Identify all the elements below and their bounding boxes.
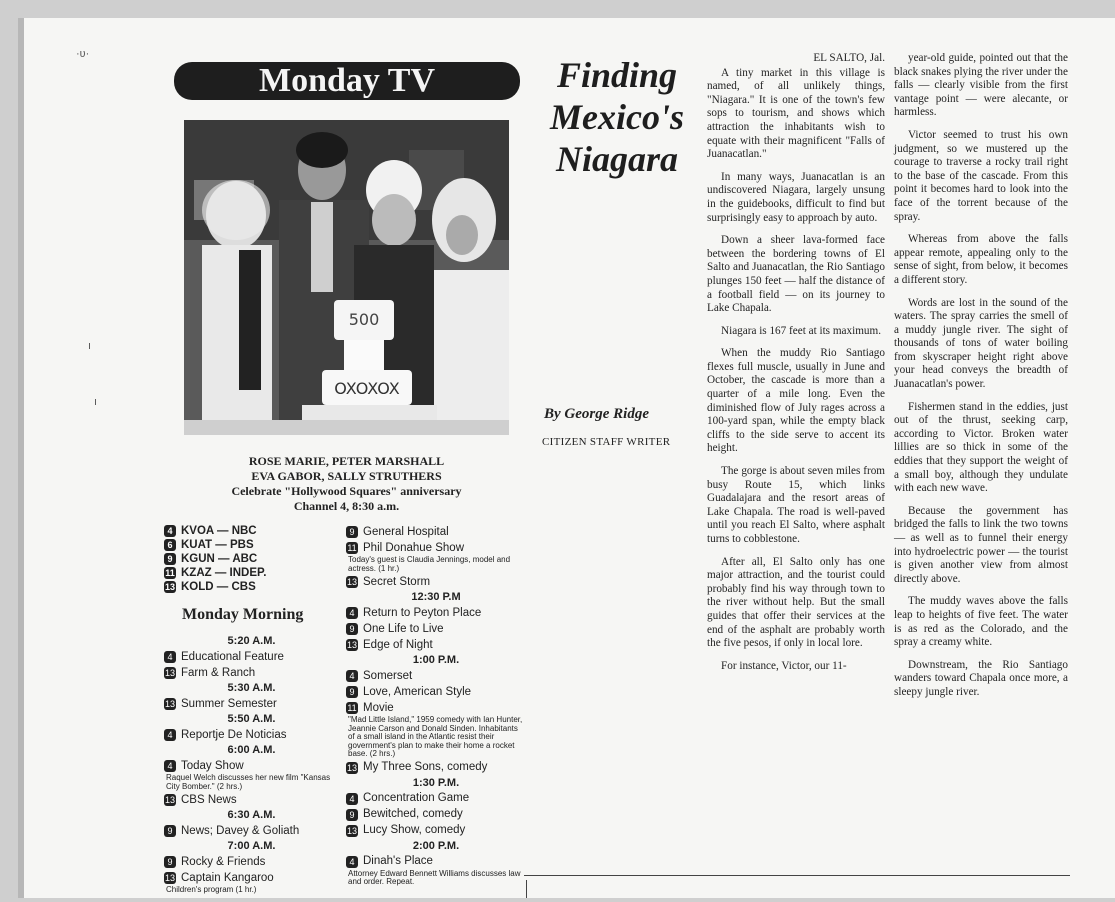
program-title: General Hospital	[363, 525, 449, 538]
program-item	[346, 668, 526, 684]
photo-caption	[174, 454, 519, 514]
time-slot: 5:50 A.M.	[227, 713, 276, 725]
program-item	[346, 807, 526, 823]
channel-badge: 13	[346, 640, 357, 650]
program-item	[346, 524, 526, 540]
channel-badge: 4	[346, 607, 358, 619]
program-title: News; Davey & Goliath	[181, 824, 300, 837]
dateline: EL SALTO, Jal.	[813, 52, 885, 64]
program-title: Today Show	[181, 759, 244, 772]
program-item	[346, 700, 526, 716]
program-item	[346, 637, 526, 653]
channel-badge: 13	[164, 873, 175, 883]
program-title: Movie	[363, 701, 394, 714]
article-paragraph: A tiny market in this village is named, of all unlikely things, "Niagara." It is one of the town's few sops to tourism, and shows which attraction the inhabitants wish to equate with their magnificent "Falls of Juanacatlan."	[707, 66, 885, 161]
channel-badge: 4	[164, 651, 176, 663]
article-paragraph: When the muddy Rio Santiago flexes full muscle, usually in June and October, the cascade is more than a quarter of a mile long. Even the diminished flow of July rages across a 100-yard span, while the empty black cliffs to the side serve to accent its height.	[707, 347, 885, 455]
program-title: Edge of Night	[363, 638, 433, 651]
celebrity-photo	[184, 120, 509, 435]
article-paragraph: For instance, Victor, our 11-	[721, 659, 847, 672]
program-item	[346, 791, 526, 807]
article-paragraph: Down a sheer lava-formed face between the bordering towns of El Salto and Juanacatlan, the Rio Santiago plunges 150 feet — half the distance of a football field — on its journey to Lake Chapala.	[707, 234, 885, 315]
channel-badge: 13	[164, 795, 175, 805]
time-slot: 12:30 P.M	[411, 591, 461, 603]
tv-listings-left	[164, 524, 339, 896]
channel-badge: 9	[346, 623, 358, 635]
program-item	[164, 665, 339, 681]
time-slot: 6:00 A.M.	[227, 744, 276, 756]
channel-badge: 13	[164, 582, 175, 592]
station-label: KOLD — CBS	[181, 581, 256, 593]
station-item	[164, 538, 339, 552]
caption-line: EVA GABOR, SALLY STRUTHERS	[251, 469, 442, 483]
program-title: Return to Peyton Place	[363, 606, 482, 619]
program-item	[346, 621, 526, 637]
channel-badge: 13	[346, 825, 357, 836]
channel-badge: 13	[346, 762, 357, 773]
time-slot: 5:30 A.M.	[227, 682, 276, 694]
program-note: "Mad Little Island," 1959 comedy with Ian Hunter, Jeannie Carson and Donald Sinden. Inhabitants of a small island in the Atlantic resist their government's plan to make their home a rocket base. (2 hrs.)	[348, 715, 523, 758]
margin-mark: ı	[88, 340, 92, 352]
time-slot: 2:00 P.M.	[412, 839, 460, 852]
program-item	[346, 854, 526, 870]
caption-line: Celebrate "Hollywood Squares" anniversary	[231, 484, 462, 498]
article-paragraph: The gorge is about seven miles from busy Route 15, which links Guadalajara and the resort areas of Lake Chapala. The road is well-paved until you reach El Salto, where asphalt turns to cobblestone.	[707, 465, 885, 545]
program-note: Children's program (1 hr.)	[166, 885, 257, 894]
program-title: Summer Semester	[181, 697, 277, 710]
newspaper-page	[18, 18, 1115, 898]
station-label: KUAT — PBS	[181, 539, 254, 551]
program-item	[164, 870, 339, 886]
program-title: Lucy Show, comedy	[363, 824, 466, 836]
station-item	[164, 524, 339, 538]
channel-badge: 6	[164, 539, 176, 551]
channel-badge: 4	[346, 793, 358, 805]
cake-number: 500	[348, 310, 380, 329]
channel-badge: 11	[347, 703, 357, 713]
article-paragraph: The muddy waves above the falls leap to heights of five feet. The water is as red as the Colorado, and the spray a creamy white.	[894, 595, 1068, 649]
station-item	[164, 580, 339, 594]
program-title: Concentration Game	[363, 792, 470, 804]
article-paragraph: Fishermen stand in the eddies, just out of the thrust, seeking carp, according to Victor. Broken water lillies are so thick in some of the eddies that they support the weight of a small boy, although they undulate with each new wave.	[894, 400, 1068, 495]
article-column-2	[894, 52, 1068, 709]
program-item	[164, 854, 339, 870]
channel-badge: 4	[164, 760, 176, 772]
program-item	[164, 649, 339, 665]
program-title: Love, American Style	[363, 685, 472, 698]
channel-badge: 11	[165, 568, 175, 578]
channel-badge: 9	[346, 526, 358, 538]
article-paragraph: Downstream, the Rio Santiago wanders toward Chapala once more, a sleepy jungle river.	[894, 658, 1068, 698]
station-list	[164, 524, 339, 594]
channel-badge: 11	[347, 543, 357, 553]
staff-writer-label: CITIZEN STAFF WRITER	[542, 436, 671, 448]
article-paragraph: Victor seemed to trust his own judgment, so we mustered up the courage to traverse a rocky trail right to the base of the cascade. From this point it becomes hard to look into the face of the torrent because of the spray.	[894, 128, 1068, 223]
channel-badge: 13	[346, 577, 357, 587]
station-item	[164, 552, 339, 566]
divider-line	[526, 880, 527, 898]
program-title: Educational Feature	[181, 650, 284, 663]
caption-line: Channel 4, 8:30 a.m.	[293, 499, 400, 513]
program-note: Today's guest is Claudia Jennings, model and actress. (1 hr.)	[348, 555, 511, 573]
program-item	[164, 792, 339, 808]
channel-badge: 9	[346, 809, 358, 821]
channel-badge: 13	[164, 668, 175, 678]
program-title: Reportje De Noticias	[181, 728, 287, 741]
photo-illustration	[184, 120, 509, 435]
program-item	[346, 684, 526, 700]
time-slot: 6:30 A.M.	[227, 809, 276, 821]
program-item	[346, 574, 526, 590]
station-label: KVOA — NBC	[181, 525, 257, 537]
station-item	[164, 566, 339, 580]
divider-line	[524, 875, 1070, 876]
program-title: Dinah's Place	[363, 855, 433, 867]
program-title: One Life to Live	[363, 622, 444, 635]
program-note: Attorney Edward Bennett Williams discusses law and order. Repeat.	[348, 868, 521, 886]
headline-line: Niagara	[555, 139, 678, 179]
channel-badge: 9	[164, 825, 176, 837]
article-paragraph: year-old guide, pointed out that the black snakes plying the river under the falls — clearly visible from the first vantage point — were alecante, or harmless.	[894, 52, 1068, 119]
schedule-left	[164, 634, 339, 895]
schedule-mid	[346, 524, 526, 887]
program-title: CBS News	[181, 793, 237, 806]
article-headline	[532, 54, 702, 180]
program-title: Somerset	[363, 669, 413, 682]
article-column-1	[707, 52, 885, 682]
margin-mark: ı	[94, 396, 98, 408]
program-title: Farm & Ranch	[181, 666, 256, 679]
channel-badge: 9	[164, 856, 176, 868]
channel-badge: 4	[164, 729, 176, 741]
program-title: Bewitched, comedy	[363, 808, 463, 820]
byline: By George Ridge	[544, 406, 649, 422]
cake-text: OXOXOX	[334, 379, 400, 398]
program-item	[346, 823, 526, 839]
channel-badge: 9	[164, 553, 176, 565]
program-item	[164, 758, 339, 774]
time-slot: 1:30 P.M.	[412, 776, 460, 789]
article-paragraph: Words are lost in the sound of the waters. The spray carries the smell of a muddy jungle river. The sight of thousands of tons of water boiling from skyscraper height right above your head conveys the breadth of Juanacatlan's power.	[894, 296, 1068, 391]
tv-listings-mid	[346, 524, 526, 888]
time-slot: 7:00 A.M.	[227, 840, 276, 852]
program-item	[164, 727, 339, 743]
program-item	[346, 540, 526, 556]
channel-badge: 4	[164, 525, 176, 537]
program-item	[164, 823, 339, 839]
channel-badge: 4	[346, 670, 358, 682]
article-paragraph: Because the government has bridged the falls to link the two towns — as well as to funnel their energy into hydroelectric power — the tourist is given another view from almost directly above.	[894, 504, 1068, 585]
program-title: Secret Storm	[363, 575, 431, 588]
program-item	[346, 760, 526, 776]
article-paragraph: In many ways, Juanacatlan is an undiscovered Niagara, largely unsung in the guidebooks, difficult to find but surprisingly easy to approach by auto.	[707, 170, 885, 224]
time-slot: 1:00 P.M.	[412, 654, 460, 666]
program-title: My Three Sons, comedy	[363, 761, 488, 773]
section-title: Monday Morning	[182, 606, 304, 623]
headline-line: Mexico's	[550, 97, 684, 137]
program-title: Rocky & Friends	[181, 855, 266, 868]
caption-line: ROSE MARIE, PETER MARSHALL	[248, 454, 445, 468]
channel-badge: 13	[164, 699, 175, 709]
program-note: Raquel Welch discusses her new film "Kansas City Bomber." (2 hrs.)	[166, 773, 331, 791]
article-paragraph: After all, El Salto only has one major attraction, and the tourist could probably find his way through town to the river without help. But the small guides that offer their services at the end of the asphalt are probably worth the five pesos, if only in local lore.	[707, 555, 885, 650]
time-slot: 5:20 A.M.	[227, 635, 276, 647]
monday-tv-banner: Monday TV	[174, 62, 520, 100]
program-item	[346, 605, 526, 621]
program-item	[164, 696, 339, 712]
channel-badge: 4	[346, 856, 358, 868]
channel-badge: 9	[346, 686, 358, 698]
program-title: Phil Donahue Show	[363, 541, 465, 554]
margin-mark: ·ʋ·	[76, 48, 90, 60]
article-paragraph: Whereas from above the falls appear remote, appealing only to the sense of sight, from below, it becomes a different story.	[894, 233, 1068, 286]
article-paragraph: Niagara is 167 feet at its maximum.	[721, 324, 882, 337]
station-label: KGUN — ABC	[181, 553, 258, 565]
program-title: Captain Kangaroo	[181, 871, 274, 884]
station-label: KZAZ — INDEP.	[181, 567, 267, 579]
headline-line: Finding	[556, 55, 678, 95]
